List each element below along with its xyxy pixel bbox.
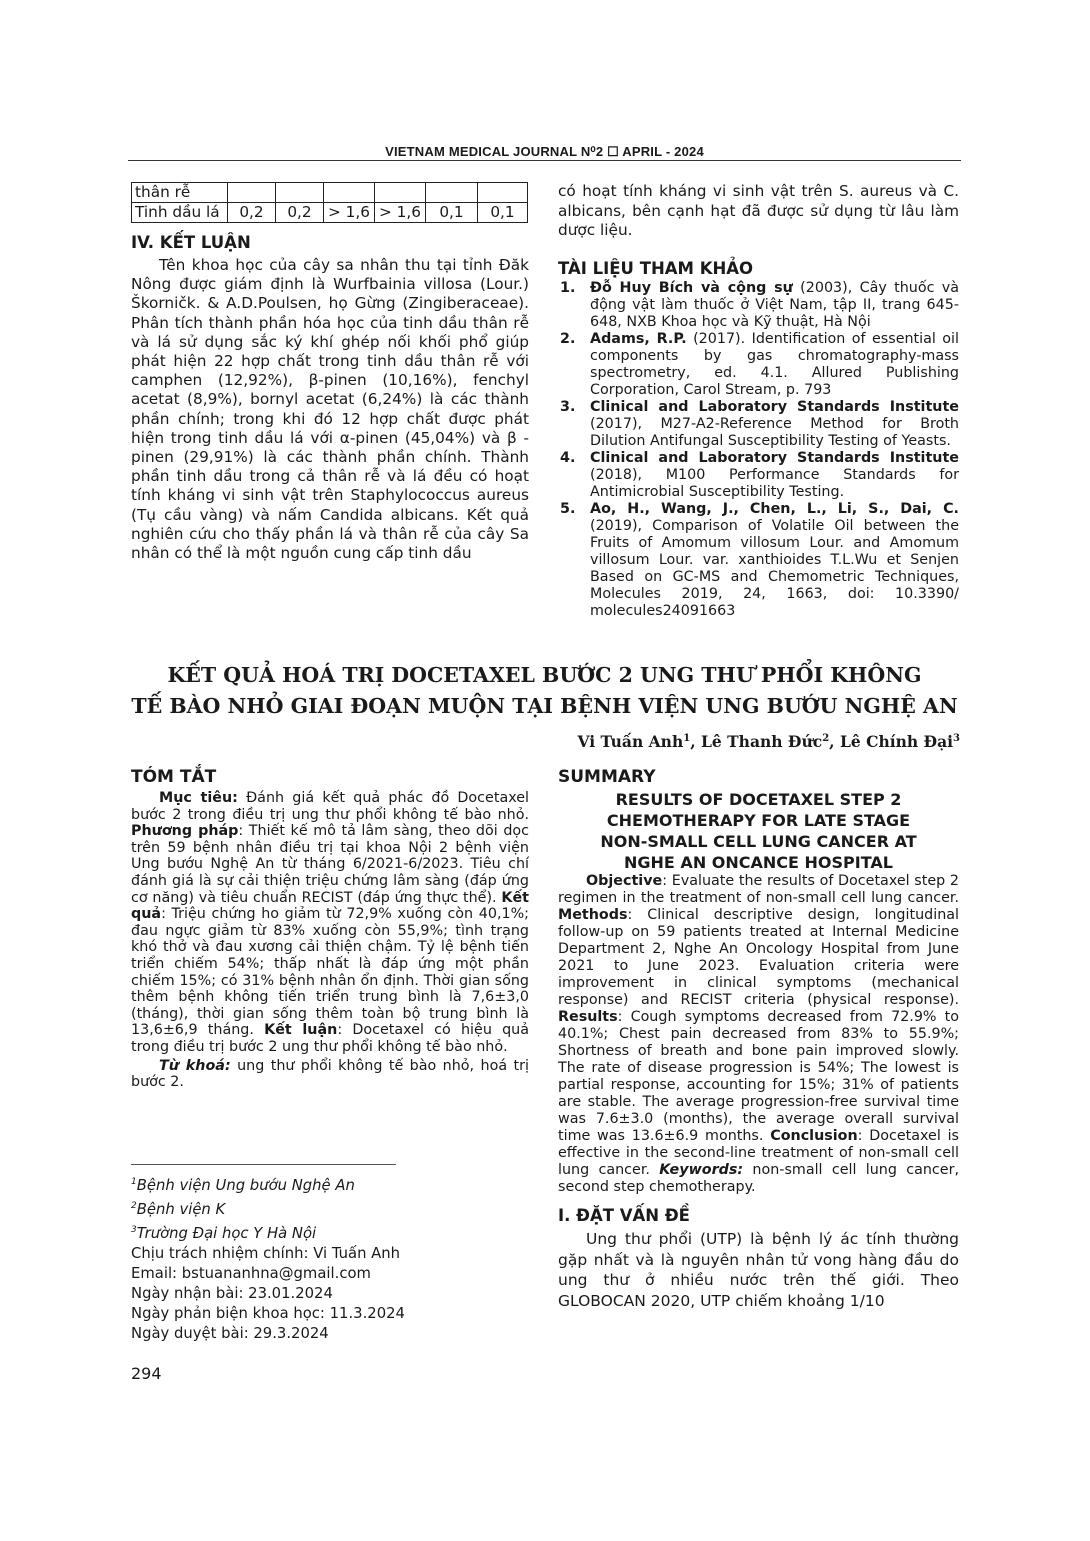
approval-date: Ngày duyệt bài: 29.3.2024: [131, 1324, 329, 1342]
received-date: Ngày nhận bài: 23.01.2024: [131, 1284, 333, 1302]
conclusion-text: Tên khoa học của cây sa nhân thu tại tỉnh Đăk Nông được giám định là Wurfbainia villosa (Lour.) Škorničk. & A.D.Poulsen, họ Gừng (Zingiberaceae). Phân tích thành phần hóa học của tinh dầu thân rễ và lá sử dụng sắc ký khí ghép nối khối phổ giúp phát hiện 22 hợp chất trong tinh dầu thân rễ với camphen (12,92%), β-pinen (10,16%), fenchyl acetat (8,9%), bornyl acetat (6,24%) là các thành phần chính; trong khi đó 12 hợp chất được phát hiện trong tinh dầu lá với α-pinen (45,04%) và β -pinen (29,91%) là các thành phần chính. Thành phần tinh dầu trong cả thân rễ và lá đều có hoạt tính kháng vi sinh vật trên Staphylococcus aureus (Tụ cầu vàng) và nấm Candida albicans. Kết quả nghiên cứu cho thấy phần lá và thân rễ của cây Sa nhân có thể là một nguồn cung cấp tinh dầu: [131, 256, 529, 563]
abstract-body: Mục tiêu: Đánh giá kết quả phác đồ Docetaxel bước 2 trong điều trị ung thư phổi không tế bào nhỏ. Phương pháp: Thiết kế mô tả lâm sàng, theo dõi dọc trên 59 bệnh nhân điều trị tại khoa Nội 2 bệnh viện Ung bướu Nghệ An từ tháng 6/2021-6/2023. Tiêu chí đánh giá là sự cải thiện triệu chứng lâm sàng (đáp ứng cơ năng) và tiêu chuẩn RECIST (đáp ứng thực thể). Kết quả: Triệu chứng ho giảm từ 72,9% xuống còn 40,1%; đau ngực giảm từ 83% xuống còn 55,9%; tình trạng khó thở và đau xương cải thiện chậm. Tỷ lệ bệnh tiến triển chiếm 54%; thấp nhất là đáp ứng một phần chiếm 15%; có 31% bệnh nhân ổn định. Thời gian sống thêm bệnh không tiến triển trung bình là 7,6±3,0 (tháng), thời gian sống thêm toàn bộ trung bình là 13,6±6,9 tháng. Kết luận: Docetaxel có hiệu quả trong điều trị bước 2 ung thư phổi không tế bào nhỏ.: [131, 790, 530, 1055]
table-cell: [324, 183, 375, 203]
english-summary: [558, 768, 959, 1311]
table-cell: [228, 183, 276, 203]
header-divider: [128, 160, 961, 161]
page-number: 294: [131, 1364, 162, 1383]
summary-body: Objective: Evaluate the results of Docetaxel step 2 regimen in the treatment of non-small cell lung cancer. Methods: Clinical descriptive design, longitudinal follow-up on 59 patients treated at Internal Medicine Department 2, Nghe An Oncology Hospital from June 2021 to June 2023. Evaluation criteria were improvement in clinical symptoms (mechanical response) and RECIST criteria (physical response). Results: Cough symptoms decreased from 72.9% to 40.1%; Chest pain decreased from 83% to 55.9%; Shortness of breath and bone pain improved slowly. The rate of disease progression is 54%; The lowest is partial response, accounting for 15%; 31% of patients are stable. The average progression-free survival time was 7.6±3.0 (months), the average overall survival time was 13.6±6.9 months. Conclusion: Docetaxel is effective in the second-line treatment of non-small cell lung cancer. Keywords: non-small cell lung cancer, second step chemotherapy.: [558, 873, 959, 1195]
conclusion-continuation: có hoạt tính kháng vi sinh vật trên S. aureus và C. albicans, bên cạnh hạt đã được sử dụng từ lâu làm dược liệu.: [558, 182, 959, 239]
summary-heading: SUMMARY: [558, 767, 656, 787]
table-cell: 0,2: [228, 203, 276, 223]
table-row: [132, 203, 528, 223]
abstract-heading: TÓM TẮT: [131, 767, 217, 787]
affiliation-2: $^2$Bệnh viện K: [131, 1200, 226, 1218]
table-cell: 0,1: [478, 203, 528, 223]
table-cell: thân rễ: [132, 183, 228, 203]
reference-item: 1. Đỗ Huy Bích và cộng sự (2003), Cây thuốc và động vật làm thuốc ở Việt Nam, tập II, trang 645-648, NXB Khoa học và Kỹ thuật, Hà Nội: [560, 279, 959, 330]
footnotes: [131, 1172, 529, 1344]
table-cell: [276, 183, 324, 203]
reference-item: 3. Clinical and Laboratory Standards Institute (2017), M27-A2-Reference Method for Broth Dilution Antifungal Susceptibility Testing of Yeasts.: [560, 398, 959, 449]
introduction-text: Ung thư phổi (UTP) là bệnh lý ác tính thường gặp nhất và là nguyên nhân tử vong hàng đầu do ung thư ở nhiều nước trên thế giới. Theo GLOBOCAN 2020, UTP chiếm khoảng 1/10: [558, 1230, 959, 1310]
reference-item: 4. Clinical and Laboratory Standards Institute (2018), M100 Performance Standards for Antimicrobial Susceptibility Testing.: [560, 449, 959, 500]
summary-title: RESULTS OF DOCETAXEL STEP 2 CHEMOTHERAPY FOR LATE STAGE NON-SMALL CELL LUNG CANCER AT NGHE AN ONCANCE HOSPITAL: [600, 790, 917, 872]
abstract-keywords: Từ khoá: ung thư phổi không tế bào nhỏ, hoá trị bước 2.: [131, 1057, 529, 1091]
review-date: Ngày phản biện khoa học: 11.3.2024: [131, 1304, 405, 1322]
references-heading: TÀI LIỆU THAM KHẢO: [558, 258, 754, 278]
contact-email: Email: bstuananhna@gmail.com: [131, 1264, 371, 1282]
references-list: [558, 280, 959, 620]
conclusion-heading: IV. KẾT LUẬN: [131, 233, 251, 252]
table-cell: [375, 183, 426, 203]
table-cell: [478, 183, 528, 203]
article-title: KẾT QUẢ HOÁ TRỊ DOCETAXEL BƯỚC 2 UNG THƯ PHỔI KHÔNG TẾ BÀO NHỎ GIAI ĐOẠN MUỘN TẠI BỆNH VIỆN UNG BƯỚU NGHỆ AN: [131, 663, 958, 718]
table-cell: 0,1: [426, 203, 478, 223]
results-table-fragment: [131, 182, 528, 223]
left-column-top: [131, 182, 529, 563]
article-authors: Vi Tuấn Anh$^1$, Lê Thanh Đức$^2$, Lê Chính Đại$^3$: [577, 732, 960, 751]
table-cell: Tinh dầu lá: [132, 203, 228, 223]
reference-item: 5. Ao, H., Wang, J., Chen, L., Li, S., Dai, C. (2019), Comparison of Volatile Oil between the Fruits of Amomum villosum Lour. and Amomum villosum Lour. var. xanthioides T.L.Wu et Senjen Based on GC-MS and Chemometric Techniques, Molecules 2019, 24, 1663, doi: 10.3390/ molecules24091663: [560, 500, 959, 619]
vietnamese-abstract: [131, 768, 529, 1091]
affiliation-1: $^1$Bệnh viện Ung bướu Nghệ An: [131, 1176, 355, 1194]
footnote-divider: [131, 1164, 396, 1165]
table-cell: > 1,6: [375, 203, 426, 223]
right-column-top: [558, 182, 959, 620]
introduction-heading: I. ĐẶT VẤN ĐỀ: [558, 1206, 690, 1225]
reference-item: 2. Adams, R.P. (2017). Identification of essential oil components by gas chromatography-mass spectrometry, ed. 4.1. Allured Publishing Corporation, Carol Stream, p. 793: [560, 330, 959, 398]
affiliation-3: $^3$Trường Đại học Y Hà Nội: [131, 1224, 317, 1242]
table-cell: > 1,6: [324, 203, 375, 223]
table-row: [132, 183, 528, 203]
table-cell: [426, 183, 478, 203]
responsible-author: Chịu trách nhiệm chính: Vi Tuấn Anh: [131, 1244, 401, 1262]
journal-header: VIETNAM MEDICAL JOURNAL N⁰2 ☐ APRIL - 2024: [385, 144, 704, 159]
table-cell: 0,2: [276, 203, 324, 223]
